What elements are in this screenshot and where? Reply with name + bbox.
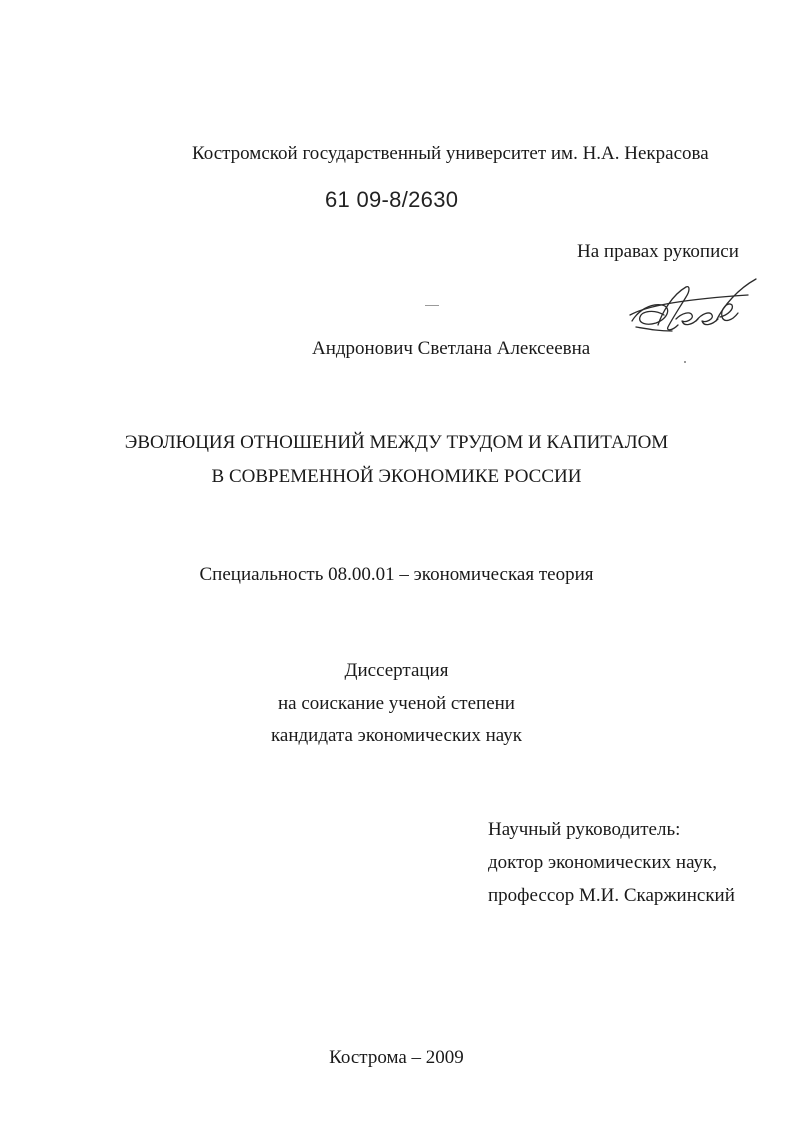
dissertation-type: Диссертация	[344, 660, 449, 681]
signature-icon	[628, 275, 760, 339]
dissertation-degree: кандидата экономических наук	[270, 725, 523, 746]
university-name: Костромской государственный университет им. Н.А. Некрасова	[192, 143, 709, 164]
supervisor-degree: доктор экономических наук,	[488, 852, 718, 873]
author-name: Андронович Светлана Алексеевна	[312, 338, 591, 359]
scan-speck	[425, 305, 439, 306]
specialty-line: Специальность 08.00.01 – экономическая теория	[199, 564, 594, 585]
supervisor-label: Научный руководитель:	[488, 819, 681, 840]
scan-speck	[684, 361, 686, 363]
stamp-code: 61 09-8/2630	[325, 187, 459, 212]
dissertation-title-line-2: В СОВРЕМЕННОЙ ЭКОНОМИКЕ РОССИИ	[211, 466, 582, 487]
dissertation-title-line-1: ЭВОЛЮЦИЯ ОТНОШЕНИЙ МЕЖДУ ТРУДОМ И КАПИТАЛОМ	[124, 432, 669, 453]
supervisor-name: профессор М.И. Скаржинский	[488, 885, 735, 906]
manuscript-rights-note: На правах рукописи	[577, 241, 739, 262]
city-year: Кострома – 2009	[329, 1047, 464, 1068]
dissertation-purpose: на соискание ученой степени	[278, 693, 515, 714]
